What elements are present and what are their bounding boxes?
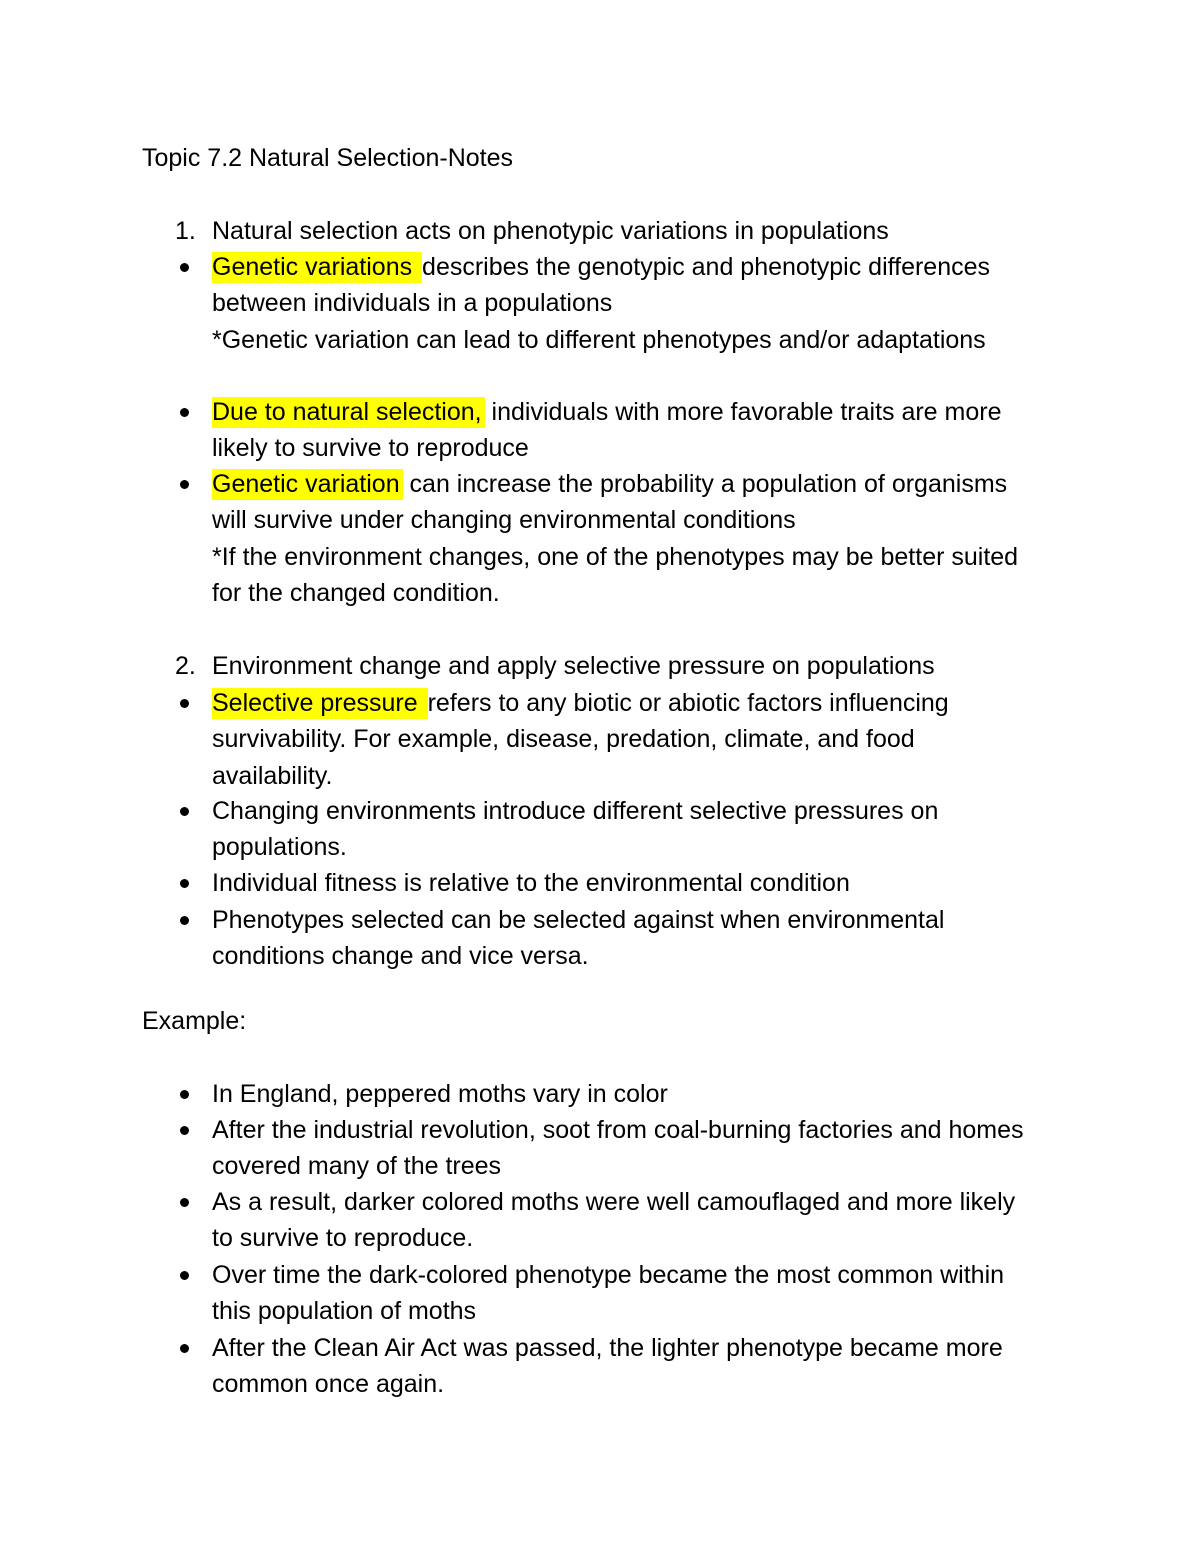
bullet-icon [180,1271,189,1280]
bullet-text: As a result, darker colored moths were well camouflaged and more likely to survive to reproduce. [212,1188,1016,1253]
bullet-text: describes the genotypic and phenotypic differences between individuals in a populations [212,253,991,318]
numbered-item-2 [175,648,1042,684]
bullet-icon [180,1126,189,1135]
numbered-item-1 [175,213,1042,249]
bullet-text: refers to any biotic or abiotic factors influencing survivability. For example, disease, predation, climate, and food availability. [212,689,949,790]
list-item [212,466,1042,611]
bullet-icon [180,263,189,272]
bullet-icon [180,916,189,925]
list-item [212,249,1042,358]
highlighted-text: Genetic variations [212,252,422,283]
list-item [212,394,1042,467]
bullet-icon [180,1090,189,1099]
list-item [212,793,1042,866]
list-item [212,1076,1042,1112]
bullet-text: Phenotypes selected can be selected against when environmental conditions change and vice versa. [212,906,945,971]
numbered-item-text: Environment change and apply selective pressure on populations [212,652,935,680]
list-number: 2. [175,652,196,680]
bullet-note: *Genetic variation can lead to different phenotypes and/or adaptations [212,325,986,354]
list-item [212,1330,1042,1403]
bullet-icon [180,807,189,816]
list-item [212,902,1042,975]
bullet-icon [180,408,189,417]
list-item [212,1112,1042,1185]
bullet-text: After the industrial revolution, soot from coal-burning factories and homes covered many of the trees [212,1116,1024,1181]
bullet-text: Individual fitness is relative to the environmental condition [212,869,850,897]
list-item [212,685,1042,794]
page-title: Topic 7.2 Natural Selection-Notes [142,144,514,172]
bullet-text: individuals with more favorable traits are more likely to survive to reproduce [212,398,1002,463]
bullet-text: can increase the probability a population of organisms will survive under changing environmental conditions [212,470,1008,535]
bullet-icon [180,480,189,489]
bullet-text: In England, peppered moths vary in color [212,1080,668,1108]
bullet-text: After the Clean Air Act was passed, the lighter phenotype became more common once again. [212,1334,1003,1399]
highlighted-text: Genetic variation [212,469,403,500]
bullet-icon [180,879,189,888]
list-item [212,1257,1042,1330]
numbered-item-text: Natural selection acts on phenotypic variations in populations [212,217,889,245]
bullet-text: Changing environments introduce different selective pressures on populations. [212,797,939,862]
list-number: 1. [175,217,196,245]
list-item [212,1184,1042,1257]
bullet-icon [180,699,189,708]
example-label: Example: [142,1007,247,1035]
bullet-text: Over time the dark-colored phenotype became the most common within this population of moths [212,1261,1005,1326]
highlighted-text: Due to natural selection, [212,397,485,428]
highlighted-text: Selective pressure [212,688,428,719]
bullet-icon [180,1344,189,1353]
list-item [212,865,1042,901]
bullet-icon [180,1198,189,1207]
bullet-note: *If the environment changes, one of the phenotypes may be better suited for the changed condition. [212,542,1019,607]
